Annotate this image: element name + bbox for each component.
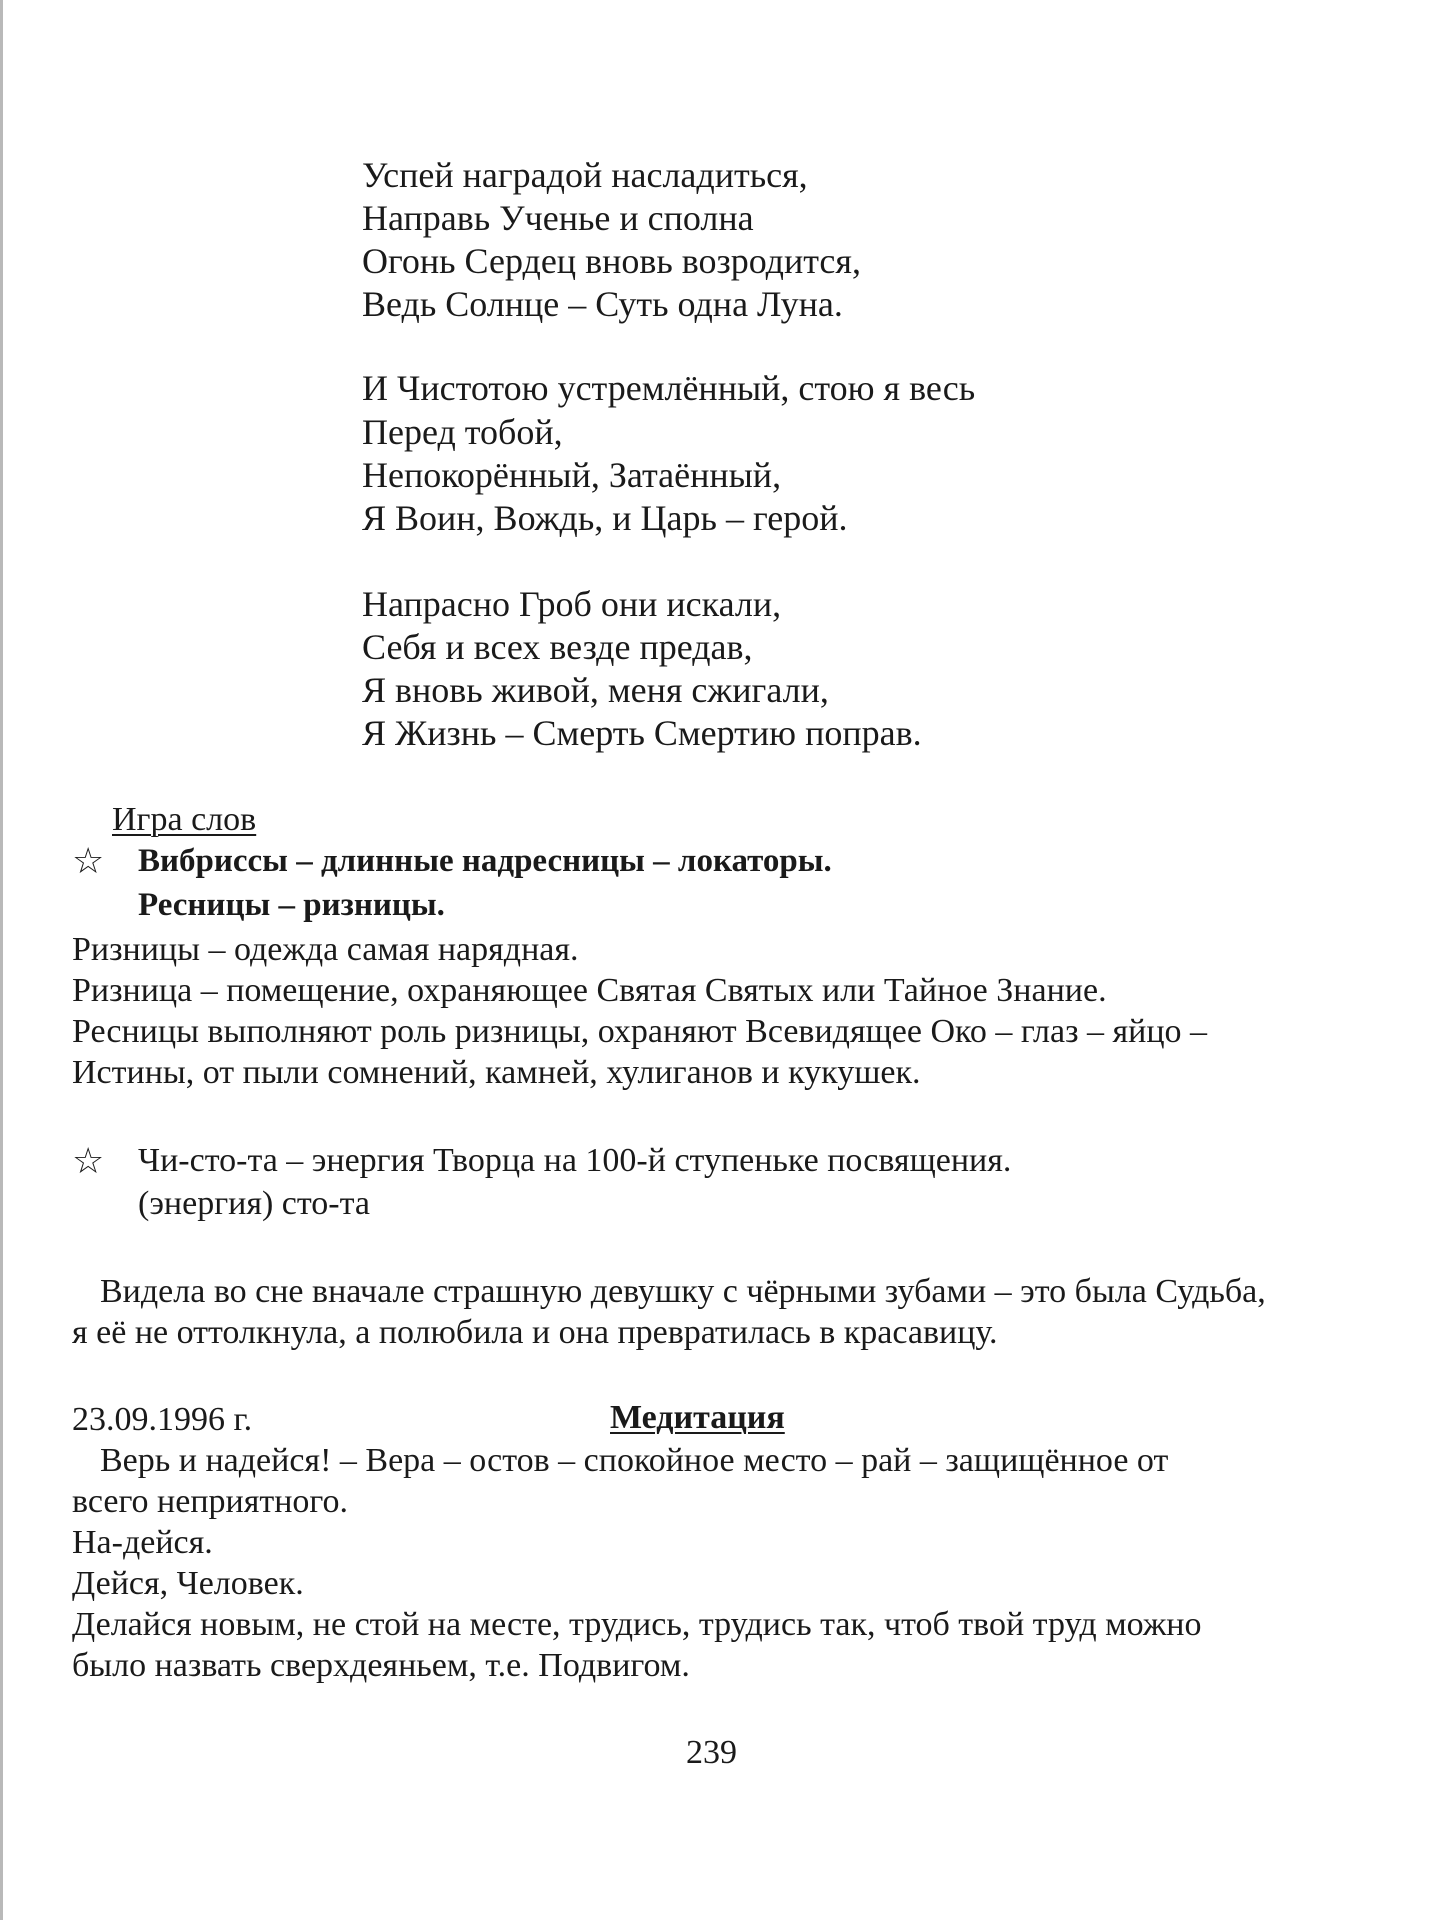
poem-line: Ведь Солнце – Суть одна Луна. (362, 284, 843, 324)
page-number: 239 (686, 1734, 737, 1771)
poem-line: Я вновь живой, меня сжигали, (362, 670, 829, 710)
paragraph-line: Истины, от пыли сомнений, камней, хулиганов и кукушек. (72, 1054, 921, 1091)
paragraph-line: Ризница – помещение, охраняющее Святая Святых или Тайное Знание. (72, 972, 1107, 1009)
star-icon: ☆ (72, 1141, 105, 1181)
scan-edge (0, 0, 3, 1920)
paragraph-line: На-дейся. (72, 1524, 213, 1561)
paragraph-line: Ресницы выполняют роль ризницы, охраняют Всевидящее Око – глаз – яйцо – (72, 1013, 1208, 1050)
poem-line: Я Воин, Вождь, и Царь – герой. (362, 498, 848, 538)
paragraph-line: Дейся, Человек. (72, 1565, 304, 1602)
entry-title: Медитация (610, 1399, 785, 1436)
paragraph-line: я её не оттолкнула, а полюбила и она превратилась в красавицу. (72, 1314, 998, 1351)
poem-line: И Чистотою устремлённый, стою я весь (362, 368, 976, 408)
paragraph-line: Делайся новым, не стой на месте, трудись, трудись так, чтоб твой труд можно (72, 1606, 1202, 1643)
paragraph-line: Видела во сне вначале страшную девушку с чёрными зубами – это была Судьба, (100, 1273, 1266, 1310)
poem-line: Перед тобой, (362, 412, 563, 452)
poem-line: Непокорённый, Затаённый, (362, 455, 782, 495)
poem-line: Напрасно Гроб они искали, (362, 584, 782, 624)
paragraph-line: всего неприятного. (72, 1483, 349, 1520)
poem-line: Огонь Сердец вновь возродится, (362, 241, 861, 281)
paragraph-line: было назвать сверхдеяньем, т.е. Подвигом. (72, 1647, 690, 1684)
paragraph-line: Ризницы – одежда самая нарядная. (72, 931, 579, 968)
section-heading: Игра слов (112, 801, 257, 838)
poem-line: Себя и всех везде предав, (362, 627, 753, 667)
poem-line: Успей наградой насладиться, (362, 155, 808, 195)
paragraph-line: Верь и надейся! – Вера – остов – спокойное место – рай – защищённое от (100, 1442, 1169, 1479)
bold-definition: Ресницы – ризницы. (138, 887, 445, 923)
bold-definition: Вибриссы – длинные надресницы – локаторы. (138, 843, 832, 879)
poem-line: Я Жизнь – Смерть Смертию поправ. (362, 713, 922, 753)
star-icon: ☆ (72, 841, 105, 881)
paragraph-line: Чи-сто-та – энергия Творца на 100-й ступеньке посвящения. (138, 1142, 1012, 1179)
entry-date: 23.09.1996 г. (72, 1401, 253, 1438)
poem-line: Направь Ученье и сполна (362, 198, 754, 238)
paragraph-line: (энергия) сто-та (138, 1185, 370, 1222)
